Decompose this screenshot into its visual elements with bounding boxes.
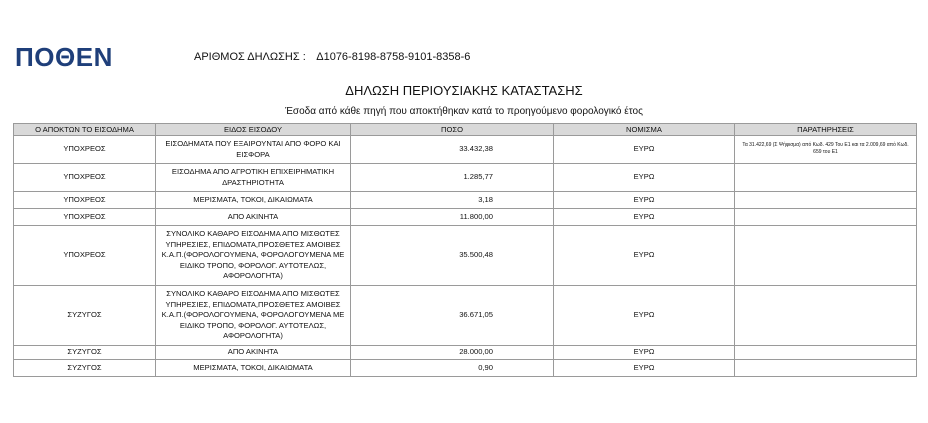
owner-cell: ΥΠΟΧΡΕΟΣ [14, 164, 156, 192]
amount-cell: 35.500,48 [351, 226, 554, 286]
owner-cell: ΥΠΟΧΡΕΟΣ [14, 192, 156, 209]
currency-cell: ΕΥΡΩ [554, 192, 735, 209]
document-title: ΔΗΛΩΣΗ ΠΕΡΙΟΥΣΙΑΚΗΣ ΚΑΤΑΣΤΑΣΗΣ [345, 83, 583, 98]
document-subtitle: Έσοδα από κάθε πηγή που αποκτήθηκαν κατά το προηγούμενο φορολογικό έτος [285, 106, 643, 117]
table-row [14, 360, 917, 377]
notes-cell [735, 226, 917, 286]
table-row [14, 226, 917, 286]
currency-cell: ΕΥΡΩ [554, 226, 735, 286]
currency-cell: ΕΥΡΩ [554, 346, 735, 360]
amount-cell: 3,18 [351, 192, 554, 209]
column-header-type: ΕΙΔΟΣ ΕΙΣΟΔΟΥ [156, 124, 351, 136]
owner-cell: ΣΥΖΥΓΟΣ [14, 346, 156, 360]
income-table [13, 123, 917, 377]
owner-cell: ΥΠΟΧΡΕΟΣ [14, 136, 156, 164]
type-cell: ΣΥΝΟΛΙΚΟ ΚΑΘΑΡΟ ΕΙΣΟΔΗΜΑ ΑΠΟ ΜΙΣΘΩΤΕΣ ΥΠΗΡΕΣΙΕΣ, ΕΠΙΔΟΜΑΤΑ,ΠΡΟΣΘΕΤΕΣ ΑΜΟΙΒΕΣ Κ.Α.Π.(ΦΟΡΟΛΟΓΟΥΜΕΝΑ, ΦΟΡΟΛΟΓΟΥΜΕΝΑ ΜΕ ΕΙΔΙΚΟ ΤΡΟΠΟ, ΦΟΡΟΛΟΓ. ΑΥΤΟΤΕΛΩΣ, ΑΦΟΡΟΛΟΓΗΤΑ) [156, 286, 351, 346]
currency-cell: ΕΥΡΩ [554, 136, 735, 164]
column-header-owner: Ο ΑΠΟΚΤΩΝ ΤΟ ΕΙΣΟΔΗΜΑ [14, 124, 156, 136]
owner-cell: ΥΠΟΧΡΕΟΣ [14, 209, 156, 226]
type-cell: ΑΠΟ ΑΚΙΝΗΤΑ [156, 346, 351, 360]
declaration-label: ΑΡΙΘΜΟΣ ΔΗΛΩΣΗΣ : [194, 51, 306, 63]
amount-cell: 28.000,00 [351, 346, 554, 360]
owner-cell: ΥΠΟΧΡΕΟΣ [14, 226, 156, 286]
notes-cell [735, 286, 917, 346]
amount-cell: 33.432,38 [351, 136, 554, 164]
currency-cell: ΕΥΡΩ [554, 209, 735, 226]
amount-cell: 36.671,05 [351, 286, 554, 346]
amount-cell: 0,90 [351, 360, 554, 377]
amount-cell: 11.800,00 [351, 209, 554, 226]
owner-cell: ΣΥΖΥΓΟΣ [14, 360, 156, 377]
notes-cell [735, 192, 917, 209]
type-cell: ΑΠΟ ΑΚΙΝΗΤΑ [156, 209, 351, 226]
owner-cell: ΣΥΖΥΓΟΣ [14, 286, 156, 346]
notes-cell [735, 346, 917, 360]
declaration-number-line [194, 51, 470, 63]
currency-cell: ΕΥΡΩ [554, 360, 735, 377]
table-row [14, 164, 917, 192]
declaration-number: Δ1076-8198-8758-9101-8358-6 [316, 51, 471, 63]
column-header-notes: ΠΑΡΑΤΗΡΗΣΕΙΣ [735, 124, 917, 136]
logo: ΠΟΘΕΝ [15, 42, 113, 72]
table-row [14, 286, 917, 346]
type-cell: ΕΙΣΟΔΗΜΑ ΑΠΟ ΑΓΡΟΤΙΚΗ ΕΠΙΧΕΙΡΗΜΑΤΙΚΗ ΔΡΑΣΤΗΡΙΟΤΗΤΑ [156, 164, 351, 192]
currency-cell: ΕΥΡΩ [554, 286, 735, 346]
notes-cell: Τα 31.422,69 (Σ Ψήφισμα) από Κωδ. 429 Του Ε1 και τα 2.009,69 από Κωδ. 659 του Ε1 [735, 136, 917, 164]
type-cell: ΜΕΡΙΣΜΑΤΑ, ΤΟΚΟΙ, ΔΙΚΑΙΩΜΑΤΑ [156, 360, 351, 377]
notes-cell [735, 209, 917, 226]
table-row [14, 209, 917, 226]
table-header-row [14, 124, 917, 136]
amount-cell: 1.285,77 [351, 164, 554, 192]
table-row [14, 346, 917, 360]
column-header-currency: ΝΟΜΙΣΜΑ [554, 124, 735, 136]
currency-cell: ΕΥΡΩ [554, 164, 735, 192]
notes-cell [735, 164, 917, 192]
type-cell: ΣΥΝΟΛΙΚΟ ΚΑΘΑΡΟ ΕΙΣΟΔΗΜΑ ΑΠΟ ΜΙΣΘΩΤΕΣ ΥΠΗΡΕΣΙΕΣ, ΕΠΙΔΟΜΑΤΑ,ΠΡΟΣΘΕΤΕΣ ΑΜΟΙΒΕΣ Κ.Α.Π.(ΦΟΡΟΛΟΓΟΥΜΕΝΑ, ΦΟΡΟΛΟΓΟΥΜΕΝΑ ΜΕ ΕΙΔΙΚΟ ΤΡΟΠΟ, ΦΟΡΟΛΟΓ. ΑΥΤΟΤΕΛΩΣ, ΑΦΟΡΟΛΟΓΗΤΑ) [156, 226, 351, 286]
table-row [14, 192, 917, 209]
column-header-amount: ΠΟΣΟ [351, 124, 554, 136]
notes-cell [735, 360, 917, 377]
type-cell: ΕΙΣΟΔΗΜΑΤΑ ΠΟΥ ΕΞΑΙΡΟΥΝΤΑΙ ΑΠΟ ΦΟΡΟ ΚΑΙ ΕΙΣΦΟΡΑ [156, 136, 351, 164]
type-cell: ΜΕΡΙΣΜΑΤΑ, ΤΟΚΟΙ, ΔΙΚΑΙΩΜΑΤΑ [156, 192, 351, 209]
table-row [14, 136, 917, 164]
